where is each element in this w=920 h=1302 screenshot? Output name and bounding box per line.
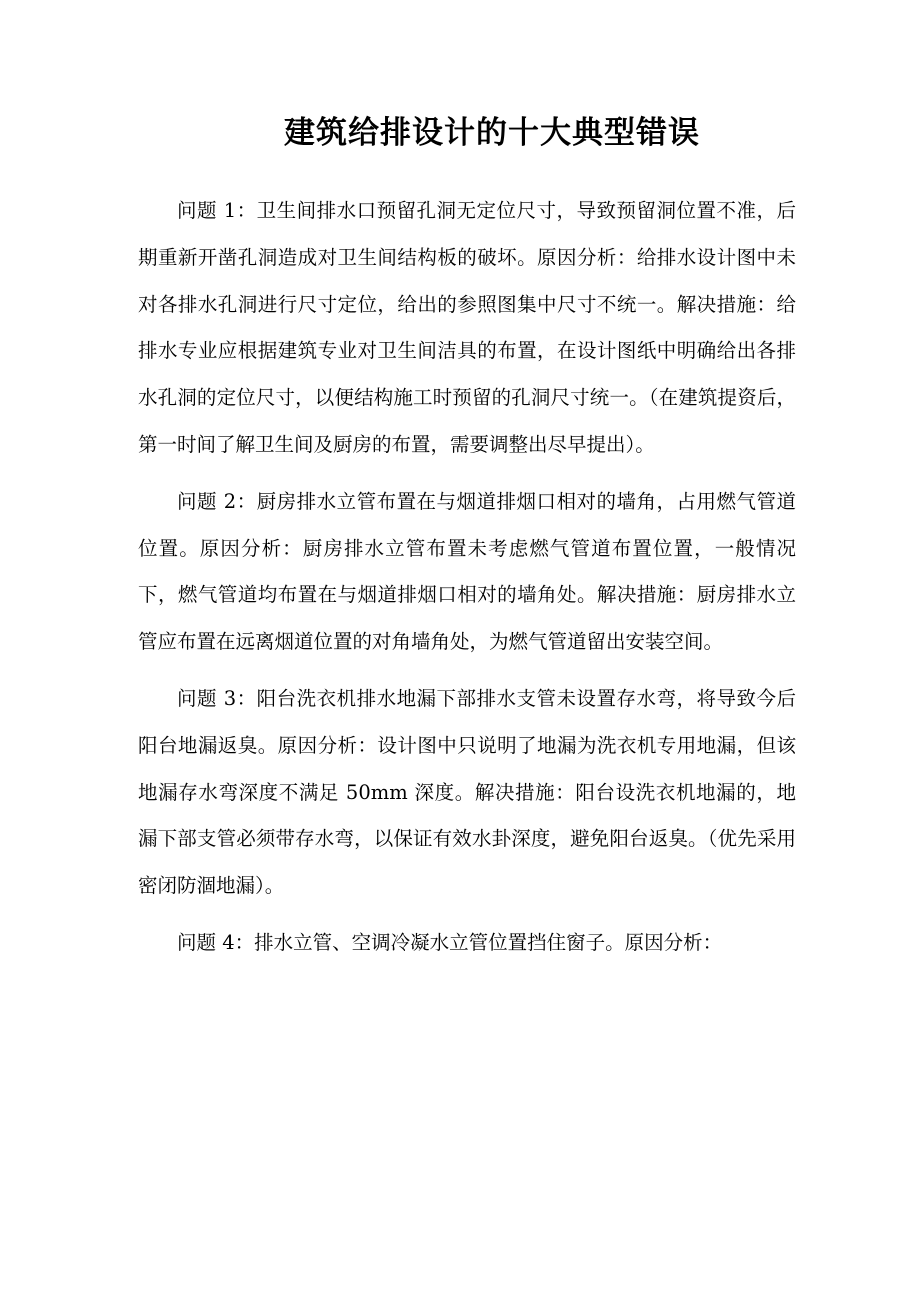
- document-body: [138, 188, 796, 977]
- paragraph-problem-1: 问题 1：卫生间排水口预留孔洞无定位尺寸，导致预留洞位置不准，后期重新开凿孔洞造成对卫生间结构板的破坏。原因分析：给排水设计图中未对各排水孔洞进行尺寸定位，给出的参照图集中尺寸不统一。解决措施：给排水专业应根据建筑专业对卫生间洁具的布置，在设计图纸中明确给出各排水孔洞的定位尺寸，以便结构施工时预留的孔洞尺寸统一。（在建筑提资后，第一时间了解卫生间及厨房的布置，需要调整出尽早提出）。: [138, 199, 796, 456]
- document-title: 建筑给排设计的十大典型错误: [284, 115, 700, 151]
- paragraph-problem-4: 问题 4：排水立管、空调冷凝水立管位置挡住窗子。原因分析：: [177, 930, 723, 954]
- paragraph-problem-3: 问题 3：阳台洗衣机排水地漏下部排水支管未设置存水弯，将导致今后阳台地漏返臭。原因分析：设计图中只说明了地漏为洗衣机专用地漏，但该地漏存水弯深度不满足 50mm 深度。解决措施：阳台设洗衣机地漏的，地漏下部支管必须带存水弯，以保证有效水卦深度，避免阳台返臭。（优先采用密闭防涸地漏）。: [138, 686, 796, 898]
- paragraph-problem-2: 问题 2：厨房排水立管布置在与烟道排烟口相对的墙角，占用燃气管道位置。原因分析：厨房排水立管布置未考虑燃气管道布置位置，一般情况下，燃气管道均布置在与烟道排烟口相对的墙角处。解决措施：厨房排水立管应布置在远离烟道位置的对角墙角处，为燃气管道留出安装空间。: [138, 489, 796, 654]
